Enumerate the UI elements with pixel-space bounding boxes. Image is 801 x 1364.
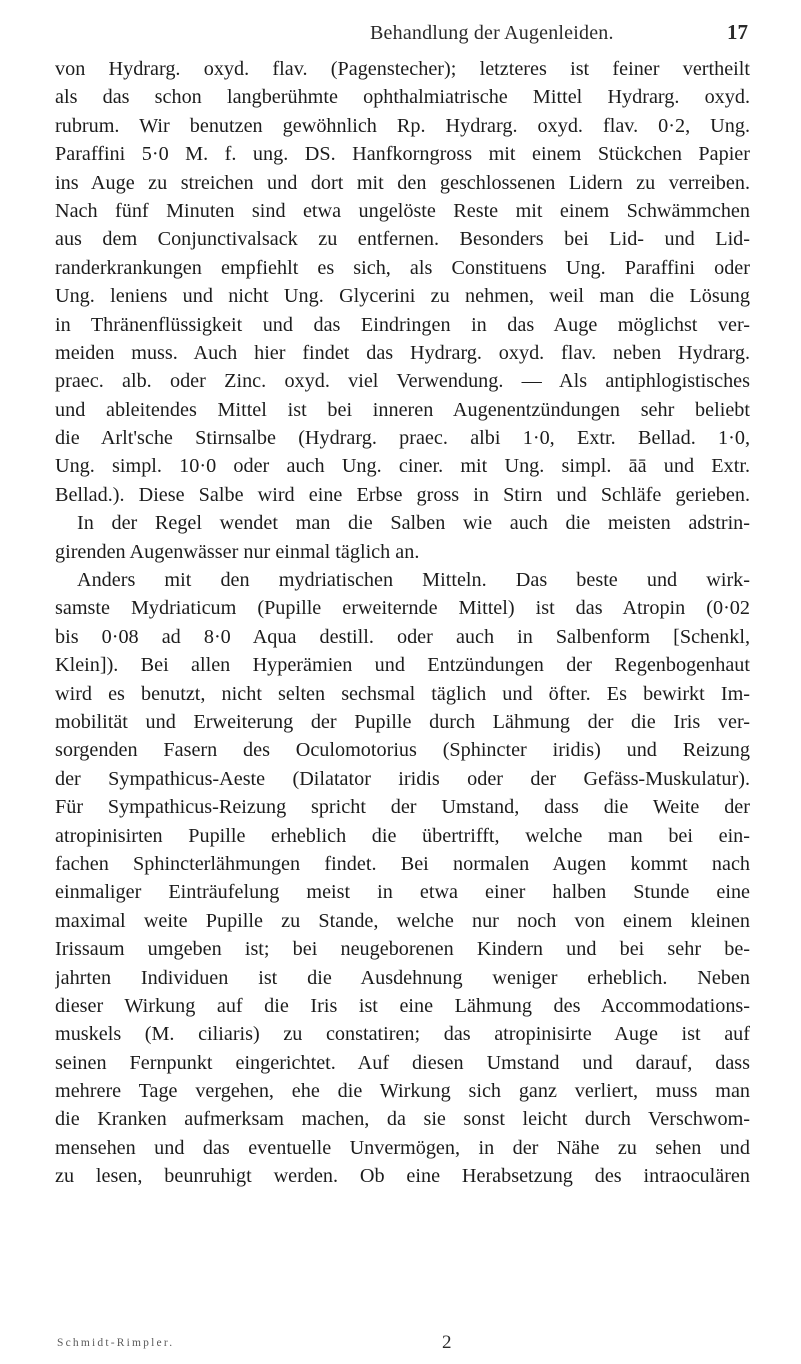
text-line: die Kranken aufmerksam machen, da sie sonst leicht durch Verschwom-	[55, 1108, 750, 1131]
text-line: samste Mydriaticum (Pupille erweiternde Mittel) ist das Atropin (0·02	[55, 597, 750, 620]
page-number: 17	[727, 20, 748, 44]
body-text	[55, 55, 750, 1191]
text-line: ins Auge zu streichen und dort mit den geschlossenen Lidern zu verreiben.	[55, 171, 750, 194]
text-line: einmaliger Einträufelung meist in etwa einer halben Stunde eine	[55, 881, 750, 904]
text-line: Irissaum umgeben ist; bei neugeborenen Kindern und bei sehr be-	[55, 938, 750, 961]
text-line: dieser Wirkung auf die Iris ist eine Lähmung des Accommodations-	[55, 994, 750, 1017]
text-line: mobilität und Erweiterung der Pupille durch Lähmung der die Iris ver-	[55, 710, 750, 733]
text-line: Bellad.). Diese Salbe wird eine Erbse gross in Stirn und Schläfe gerieben.	[55, 483, 750, 506]
text-line: zu lesen, beunruhigt werden. Ob eine Herabsetzung des intraoculären	[55, 1165, 750, 1188]
text-line: jahrten Individuen ist die Ausdehnung weniger erheblich. Neben	[55, 966, 750, 989]
text-line: Anders mit den mydriatischen Mitteln. Das beste und wirk-	[77, 569, 750, 592]
text-line: als das schon langberühmte ophthalmiatrische Mittel Hydrarg. oxyd.	[55, 86, 750, 109]
text-line: fachen Sphincterlähmungen findet. Bei normalen Augen kommt nach	[55, 852, 750, 875]
text-line: mensehen und das eventuelle Unvermögen, in der Nähe zu sehen und	[55, 1136, 750, 1159]
text-line: und ableitendes Mittel ist bei inneren Augenentzündungen sehr beliebt	[55, 398, 750, 421]
text-line: sorgenden Fasern des Oculomotorius (Sphincter iridis) und Reizung	[55, 739, 750, 762]
text-line: Ung. leniens und nicht Ung. Glycerini zu nehmen, weil man die Lösung	[55, 285, 750, 308]
text-line: muskels (M. ciliaris) zu constatiren; das atropinisirte Auge ist auf	[55, 1023, 750, 1046]
text-line: in Thränenflüssigkeit und das Eindringen in das Auge möglichst ver-	[55, 313, 750, 336]
text-line: Für Sympathicus-Reizung spricht der Umstand, dass die Weite der	[55, 796, 750, 819]
text-line: meiden muss. Auch hier findet das Hydrarg. oxyd. flav. neben Hydrarg.	[55, 341, 750, 364]
text-line: Nach fünf Minuten sind etwa ungelöste Reste mit einem Schwämmchen	[55, 199, 750, 222]
text-line: bis 0·08 ad 8·0 Aqua destill. oder auch in Salbenform [Schenkl,	[55, 625, 750, 648]
text-line: aus dem Conjunctivalsack zu entfernen. Besonders bei Lid- und Lid-	[55, 228, 750, 251]
text-line: praec. alb. oder Zinc. oxyd. viel Verwendung. — Als antiphlogistisches	[55, 370, 750, 393]
text-line: girenden Augenwässer nur einmal täglich an.	[55, 540, 420, 563]
text-line: atropinisirten Pupille erheblich die übertrifft, welche man bei ein-	[55, 824, 750, 847]
text-line: Klein]). Bei allen Hyperämien und Entzündungen der Regenbogenhaut	[55, 654, 750, 677]
text-line: die Arlt'sche Stirnsalbe (Hydrarg. praec. albi 1·0, Extr. Bellad. 1·0,	[55, 427, 750, 450]
text-line: rubrum. Wir benutzen gewöhnlich Rp. Hydrarg. oxyd. flav. 0·2, Ung.	[55, 114, 750, 137]
text-line: maximal weite Pupille zu Stande, welche nur noch von einem kleinen	[55, 909, 750, 932]
text-line: seinen Fernpunkt eingerichtet. Auf diesen Umstand und darauf, dass	[55, 1051, 750, 1074]
signature-number: 2	[442, 1332, 452, 1353]
text-line: randerkrankungen empfiehlt es sich, als Constituens Ung. Paraffini oder	[55, 256, 750, 279]
text-line: von Hydrarg. oxyd. flav. (Pagenstecher); letzteres ist feiner vertheilt	[55, 58, 750, 80]
text-line: In der Regel wendet man die Salben wie auch die meisten adstrin-	[77, 512, 750, 535]
text-line: Paraffini 5·0 M. f. ung. DS. Hanfkorngross mit einem Stückchen Papier	[55, 143, 750, 166]
text-line: Ung. simpl. 10·0 oder auch Ung. ciner. mit Ung. simpl. āā und Extr.	[55, 455, 750, 478]
text-line: wird es benutzt, nicht selten sechsmal täglich und öfter. Es bewirkt Im-	[55, 682, 750, 705]
text-line: mehrere Tage vergehen, ehe die Wirkung sich ganz verliert, muss man	[55, 1080, 750, 1103]
running-title: Behandlung der Augenleiden.	[370, 22, 614, 44]
author-footer: Schmidt-Rimpler.	[57, 1337, 175, 1349]
text-line: der Sympathicus-Aeste (Dilatator iridis oder der Gefäss-Muskulatur).	[55, 767, 750, 790]
